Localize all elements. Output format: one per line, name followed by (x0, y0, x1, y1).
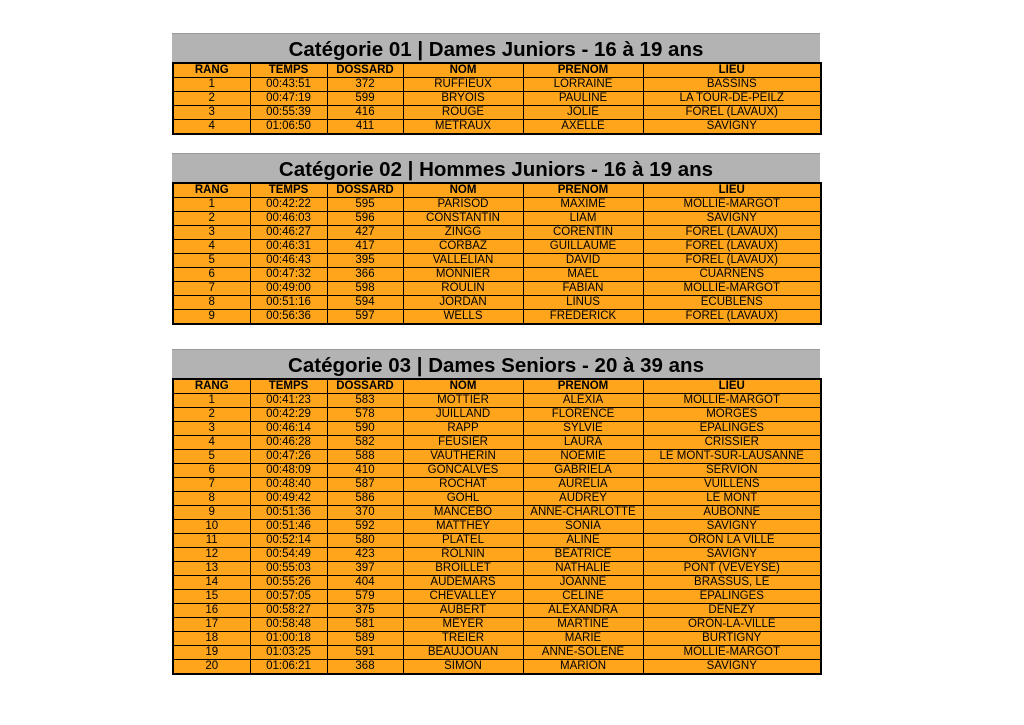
cell-nom: PLATEL (403, 534, 523, 548)
cell-rang: 8 (173, 492, 250, 506)
cell-rang: 5 (173, 450, 250, 464)
cell-temps: 00:42:29 (250, 408, 327, 422)
table-row (173, 296, 821, 310)
cell-temps: 00:57:05 (250, 590, 327, 604)
cell-nom: MATTHEY (403, 520, 523, 534)
cell-dossard: 591 (327, 646, 403, 660)
cell-dossard: 372 (327, 78, 403, 92)
cell-nom: GOHL (403, 492, 523, 506)
table-row (173, 450, 821, 464)
column-header-dossard: DOSSARD (327, 183, 403, 198)
cell-rang: 19 (173, 646, 250, 660)
cell-rang: 17 (173, 618, 250, 632)
cell-nom: RAPP (403, 422, 523, 436)
cell-temps: 00:51:36 (250, 506, 327, 520)
cell-nom: ROLNIN (403, 548, 523, 562)
cell-nom: ROUGE (403, 106, 523, 120)
cell-lieu: BURTIGNY (643, 632, 821, 646)
cell-dossard: 427 (327, 226, 403, 240)
cell-rang: 16 (173, 604, 250, 618)
cell-dossard: 598 (327, 282, 403, 296)
cell-dossard: 366 (327, 268, 403, 282)
cell-dossard: 589 (327, 632, 403, 646)
category-title: Catégorie 01 | Dames Juniors - 16 à 19 ans (172, 33, 820, 62)
cell-lieu: BASSINS (643, 78, 821, 92)
cell-rang: 7 (173, 478, 250, 492)
cell-nom: ROCHAT (403, 478, 523, 492)
cell-temps: 01:00:18 (250, 632, 327, 646)
cell-temps: 00:48:40 (250, 478, 327, 492)
cell-prenom: FREDERICK (523, 310, 643, 325)
cell-dossard: 416 (327, 106, 403, 120)
cell-temps: 00:55:26 (250, 576, 327, 590)
cell-lieu: FOREL (LAVAUX) (643, 310, 821, 325)
cell-nom: MEYER (403, 618, 523, 632)
results-table (172, 182, 822, 325)
cell-nom: GONCALVES (403, 464, 523, 478)
cell-prenom: DAVID (523, 254, 643, 268)
cell-nom: METRAUX (403, 120, 523, 135)
cell-dossard: 596 (327, 212, 403, 226)
cell-nom: AUBERT (403, 604, 523, 618)
header-row (173, 63, 821, 78)
cell-rang: 1 (173, 198, 250, 212)
cell-dossard: 395 (327, 254, 403, 268)
cell-rang: 7 (173, 282, 250, 296)
cell-nom: RUFFIEUX (403, 78, 523, 92)
table-row (173, 422, 821, 436)
table-row (173, 120, 821, 135)
cell-prenom: LINUS (523, 296, 643, 310)
cell-dossard: 397 (327, 562, 403, 576)
cell-dossard: 579 (327, 590, 403, 604)
cell-nom: VALLELIAN (403, 254, 523, 268)
cell-temps: 00:49:42 (250, 492, 327, 506)
column-header-nom: NOM (403, 63, 523, 78)
cell-prenom: MARIE (523, 632, 643, 646)
cell-prenom: AUDREY (523, 492, 643, 506)
column-header-lieu: LIEU (643, 183, 821, 198)
cell-prenom: FLORENCE (523, 408, 643, 422)
table-row (173, 618, 821, 632)
cell-nom: CHEVALLEY (403, 590, 523, 604)
cell-prenom: CELINE (523, 590, 643, 604)
cell-lieu: MORGES (643, 408, 821, 422)
cell-lieu: ECUBLENS (643, 296, 821, 310)
cell-lieu: SAVIGNY (643, 120, 821, 135)
cell-prenom: LORRAINE (523, 78, 643, 92)
cell-nom: ZINGG (403, 226, 523, 240)
column-header-prenom: PRENOM (523, 63, 643, 78)
cell-lieu: SAVIGNY (643, 660, 821, 675)
cell-rang: 2 (173, 92, 250, 106)
cell-rang: 3 (173, 422, 250, 436)
column-header-prenom: PRENOM (523, 183, 643, 198)
table-row (173, 92, 821, 106)
cell-rang: 2 (173, 212, 250, 226)
column-header-dossard: DOSSARD (327, 63, 403, 78)
cell-rang: 12 (173, 548, 250, 562)
cell-rang: 20 (173, 660, 250, 675)
cell-lieu: SAVIGNY (643, 520, 821, 534)
cell-dossard: 375 (327, 604, 403, 618)
column-header-dossard: DOSSARD (327, 379, 403, 394)
cell-temps: 00:52:14 (250, 534, 327, 548)
cell-temps: 00:46:43 (250, 254, 327, 268)
cell-dossard: 599 (327, 92, 403, 106)
cell-rang: 9 (173, 506, 250, 520)
table-row (173, 436, 821, 450)
column-header-nom: NOM (403, 183, 523, 198)
cell-temps: 00:47:32 (250, 268, 327, 282)
table-row (173, 506, 821, 520)
cell-lieu: ORON-LA-VILLE (643, 618, 821, 632)
column-header-lieu: LIEU (643, 63, 821, 78)
cell-nom: MOTTIER (403, 394, 523, 408)
cell-prenom: MAXIME (523, 198, 643, 212)
cell-dossard: 578 (327, 408, 403, 422)
cell-prenom: BEATRICE (523, 548, 643, 562)
cell-prenom: FABIAN (523, 282, 643, 296)
cell-prenom: GABRIELA (523, 464, 643, 478)
cell-nom: CORBAZ (403, 240, 523, 254)
cell-dossard: 368 (327, 660, 403, 675)
table-row (173, 394, 821, 408)
cell-lieu: MOLLIE-MARGOT (643, 198, 821, 212)
cell-rang: 5 (173, 254, 250, 268)
cell-nom: BEAUJOUAN (403, 646, 523, 660)
category-title: Catégorie 02 | Hommes Juniors - 16 à 19 ans (172, 153, 820, 182)
table-row (173, 534, 821, 548)
table-row (173, 478, 821, 492)
cell-prenom: MARION (523, 660, 643, 675)
table-row (173, 520, 821, 534)
cell-rang: 1 (173, 394, 250, 408)
cell-lieu: VUILLENS (643, 478, 821, 492)
cell-dossard: 586 (327, 492, 403, 506)
cell-dossard: 595 (327, 198, 403, 212)
cell-prenom: AXELLE (523, 120, 643, 135)
cell-dossard: 582 (327, 436, 403, 450)
cell-nom: WELLS (403, 310, 523, 325)
cell-temps: 00:56:36 (250, 310, 327, 325)
table-row (173, 106, 821, 120)
column-header-nom: NOM (403, 379, 523, 394)
cell-prenom: PAULINE (523, 92, 643, 106)
cell-rang: 10 (173, 520, 250, 534)
cell-dossard: 370 (327, 506, 403, 520)
cell-prenom: AURELIA (523, 478, 643, 492)
cell-nom: BRYOIS (403, 92, 523, 106)
cell-nom: MONNIER (403, 268, 523, 282)
cell-temps: 00:58:27 (250, 604, 327, 618)
cell-dossard: 583 (327, 394, 403, 408)
cell-lieu: SAVIGNY (643, 548, 821, 562)
results-table (172, 378, 822, 675)
cell-lieu: FOREL (LAVAUX) (643, 240, 821, 254)
cell-nom: CONSTANTIN (403, 212, 523, 226)
table-row (173, 240, 821, 254)
cell-dossard: 411 (327, 120, 403, 135)
cell-lieu: EPALINGES (643, 590, 821, 604)
category-section (172, 349, 820, 675)
table-row (173, 226, 821, 240)
cell-dossard: 587 (327, 478, 403, 492)
table-row (173, 198, 821, 212)
cell-temps: 00:51:46 (250, 520, 327, 534)
column-header-lieu: LIEU (643, 379, 821, 394)
cell-lieu: DENEZY (643, 604, 821, 618)
cell-lieu: MOLLIE-MARGOT (643, 394, 821, 408)
cell-lieu: MOLLIE-MARGOT (643, 646, 821, 660)
table-row (173, 268, 821, 282)
cell-temps: 00:49:00 (250, 282, 327, 296)
table-row (173, 604, 821, 618)
cell-nom: SIMON (403, 660, 523, 675)
category-section (172, 153, 820, 325)
cell-temps: 00:41:23 (250, 394, 327, 408)
cell-temps: 00:48:09 (250, 464, 327, 478)
category-section (172, 33, 820, 135)
table-row (173, 78, 821, 92)
table-row (173, 408, 821, 422)
cell-temps: 00:46:14 (250, 422, 327, 436)
cell-nom: ROULIN (403, 282, 523, 296)
cell-temps: 00:42:22 (250, 198, 327, 212)
cell-prenom: ALINE (523, 534, 643, 548)
cell-prenom: SYLVIE (523, 422, 643, 436)
cell-prenom: CORENTIN (523, 226, 643, 240)
cell-temps: 00:54:49 (250, 548, 327, 562)
cell-nom: VAUTHERIN (403, 450, 523, 464)
table-row (173, 492, 821, 506)
cell-lieu: LE MONT (643, 492, 821, 506)
cell-prenom: GUILLAUME (523, 240, 643, 254)
cell-temps: 00:51:16 (250, 296, 327, 310)
cell-lieu: LA TOUR-DE-PEILZ (643, 92, 821, 106)
cell-rang: 1 (173, 78, 250, 92)
cell-temps: 00:46:27 (250, 226, 327, 240)
cell-temps: 00:47:19 (250, 92, 327, 106)
cell-lieu: FOREL (LAVAUX) (643, 254, 821, 268)
cell-lieu: MOLLIE-MARGOT (643, 282, 821, 296)
cell-rang: 9 (173, 310, 250, 325)
cell-rang: 8 (173, 296, 250, 310)
cell-lieu: FOREL (LAVAUX) (643, 106, 821, 120)
column-header-rang: RANG (173, 379, 250, 394)
table-row (173, 212, 821, 226)
cell-lieu: FOREL (LAVAUX) (643, 226, 821, 240)
cell-dossard: 597 (327, 310, 403, 325)
cell-prenom: SONIA (523, 520, 643, 534)
cell-lieu: EPALINGES (643, 422, 821, 436)
cell-temps: 01:03:25 (250, 646, 327, 660)
cell-rang: 13 (173, 562, 250, 576)
cell-nom: BROILLET (403, 562, 523, 576)
cell-rang: 15 (173, 590, 250, 604)
cell-nom: FEUSIER (403, 436, 523, 450)
cell-lieu: CRISSIER (643, 436, 821, 450)
column-header-prenom: PRENOM (523, 379, 643, 394)
cell-lieu: PONT (VEVEYSE) (643, 562, 821, 576)
cell-prenom: ANNE-CHARLOTTE (523, 506, 643, 520)
cell-prenom: MAEL (523, 268, 643, 282)
cell-prenom: LIAM (523, 212, 643, 226)
table-row (173, 548, 821, 562)
cell-prenom: JOLIE (523, 106, 643, 120)
cell-prenom: ALEXANDRA (523, 604, 643, 618)
cell-lieu: LE MONT-SUR-LAUSANNE (643, 450, 821, 464)
cell-lieu: CUARNENS (643, 268, 821, 282)
cell-lieu: AUBONNE (643, 506, 821, 520)
cell-dossard: 594 (327, 296, 403, 310)
cell-rang: 18 (173, 632, 250, 646)
table-row (173, 576, 821, 590)
cell-temps: 00:55:39 (250, 106, 327, 120)
cell-temps: 00:58:48 (250, 618, 327, 632)
cell-rang: 3 (173, 106, 250, 120)
header-row (173, 183, 821, 198)
cell-dossard: 592 (327, 520, 403, 534)
cell-temps: 01:06:21 (250, 660, 327, 675)
cell-temps: 00:47:26 (250, 450, 327, 464)
cell-rang: 11 (173, 534, 250, 548)
column-header-temps: TEMPS (250, 379, 327, 394)
table-row (173, 562, 821, 576)
header-row (173, 379, 821, 394)
cell-prenom: NOEMIE (523, 450, 643, 464)
cell-prenom: ANNE-SOLENE (523, 646, 643, 660)
category-title: Catégorie 03 | Dames Seniors - 20 à 39 ans (172, 349, 820, 378)
cell-rang: 4 (173, 120, 250, 135)
cell-temps: 00:46:31 (250, 240, 327, 254)
table-row (173, 660, 821, 675)
cell-prenom: ALEXIA (523, 394, 643, 408)
table-row (173, 590, 821, 604)
column-header-temps: TEMPS (250, 183, 327, 198)
cell-dossard: 410 (327, 464, 403, 478)
cell-lieu: SERVION (643, 464, 821, 478)
table-row (173, 254, 821, 268)
cell-nom: JUILLAND (403, 408, 523, 422)
column-header-rang: RANG (173, 63, 250, 78)
cell-prenom: JOANNE (523, 576, 643, 590)
cell-nom: TREIER (403, 632, 523, 646)
cell-lieu: BRASSUS, LE (643, 576, 821, 590)
cell-rang: 4 (173, 436, 250, 450)
cell-temps: 01:06:50 (250, 120, 327, 135)
cell-rang: 6 (173, 268, 250, 282)
table-row (173, 282, 821, 296)
results-table (172, 62, 822, 135)
cell-lieu: SAVIGNY (643, 212, 821, 226)
column-header-temps: TEMPS (250, 63, 327, 78)
cell-rang: 2 (173, 408, 250, 422)
table-row (173, 310, 821, 325)
cell-prenom: MARTINE (523, 618, 643, 632)
cell-dossard: 590 (327, 422, 403, 436)
cell-rang: 4 (173, 240, 250, 254)
cell-dossard: 580 (327, 534, 403, 548)
cell-rang: 14 (173, 576, 250, 590)
cell-rang: 3 (173, 226, 250, 240)
table-row (173, 464, 821, 478)
cell-nom: PARISOD (403, 198, 523, 212)
cell-temps: 00:55:03 (250, 562, 327, 576)
column-header-rang: RANG (173, 183, 250, 198)
cell-temps: 00:43:51 (250, 78, 327, 92)
cell-nom: AUDEMARS (403, 576, 523, 590)
cell-nom: MANCEBO (403, 506, 523, 520)
cell-dossard: 417 (327, 240, 403, 254)
cell-temps: 00:46:03 (250, 212, 327, 226)
cell-dossard: 581 (327, 618, 403, 632)
cell-rang: 6 (173, 464, 250, 478)
cell-lieu: ORON LA VILLE (643, 534, 821, 548)
table-row (173, 646, 821, 660)
cell-prenom: NATHALIE (523, 562, 643, 576)
cell-temps: 00:46:28 (250, 436, 327, 450)
cell-dossard: 404 (327, 576, 403, 590)
cell-prenom: LAURA (523, 436, 643, 450)
cell-dossard: 588 (327, 450, 403, 464)
cell-dossard: 423 (327, 548, 403, 562)
table-row (173, 632, 821, 646)
cell-nom: JORDAN (403, 296, 523, 310)
